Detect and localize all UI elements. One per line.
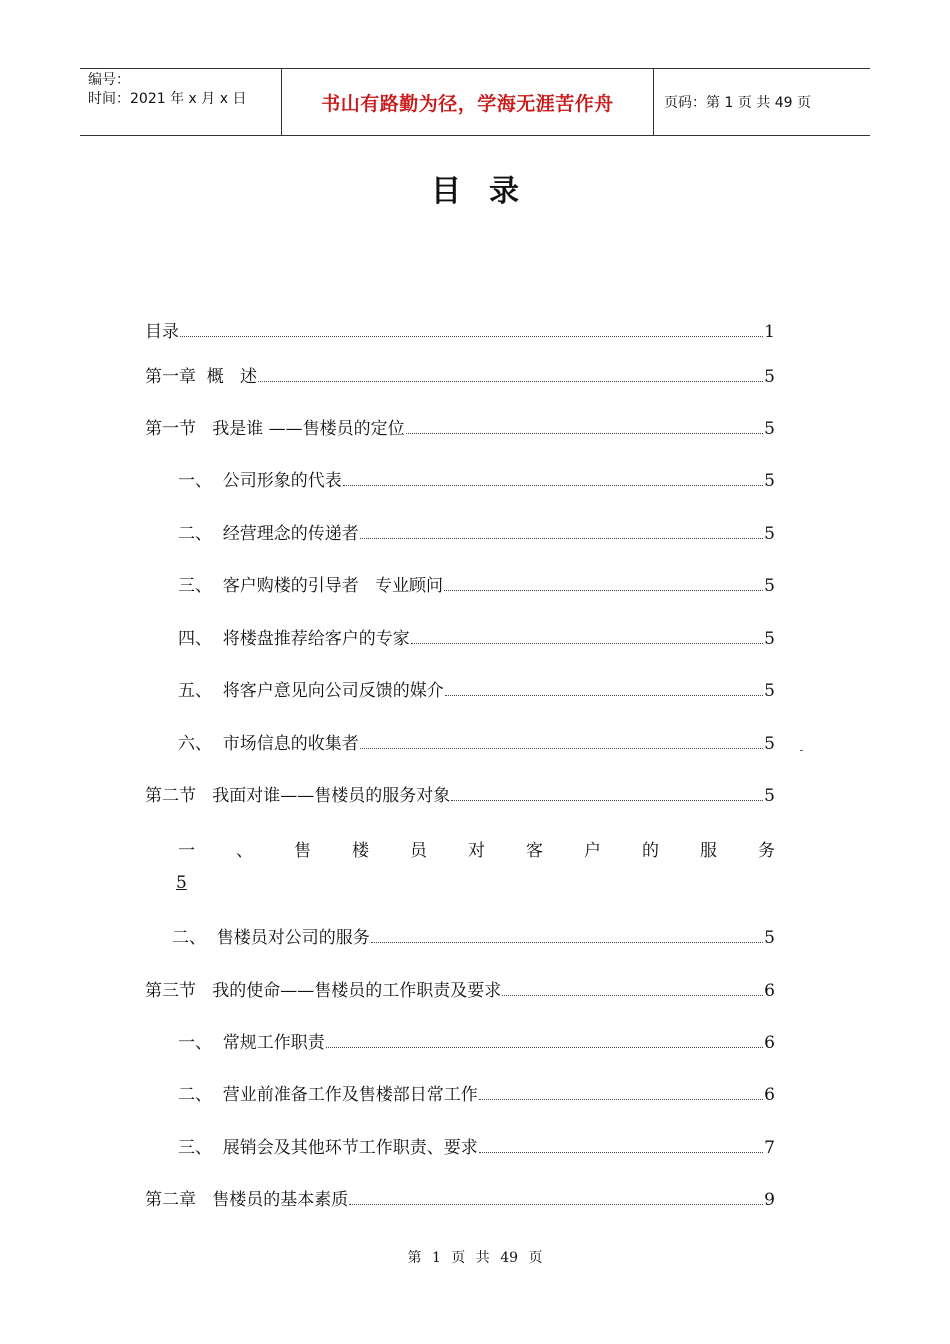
toc-entry[interactable] <box>178 1134 775 1158</box>
toc-leader <box>258 380 763 382</box>
document-header <box>80 68 870 136</box>
toc-entry-page: 5 <box>764 367 775 387</box>
toc-entry-page: 6 <box>764 1085 775 1105</box>
toc-leader <box>406 432 764 434</box>
toc-leader <box>349 1203 763 1205</box>
toc-entry-page: 7 <box>764 1138 775 1158</box>
toc-justified-char: 楼 <box>352 841 369 861</box>
toc-entry-page: 1 <box>764 322 775 342</box>
toc-entry[interactable] <box>178 677 775 701</box>
toc-entry-number: 第二章 <box>145 1190 196 1210</box>
toc-entry-label: 公司形象的代表 <box>212 471 342 491</box>
stray-mark <box>800 750 803 751</box>
toc-entry[interactable] <box>178 1081 775 1105</box>
toc-entry-page: 5 <box>764 419 775 439</box>
toc-entry-label: 我是谁 ——售楼员的定位 <box>196 419 405 439</box>
toc-justified-char: 一 <box>178 841 195 861</box>
toc-entry-justified[interactable] <box>178 836 775 861</box>
toc-entry-page: 5 <box>764 524 775 544</box>
toc-entry[interactable] <box>145 415 775 439</box>
toc-entry-number: 目录 <box>145 322 179 342</box>
toc-entry-label: 我面对谁——售楼员的服务对象 <box>196 786 451 806</box>
toc-entry[interactable] <box>178 730 775 754</box>
header-number-label: 编号： <box>88 72 130 88</box>
toc-leader <box>360 537 763 539</box>
toc-justified-char: 户 <box>584 841 601 861</box>
toc-entry-page: 5 <box>764 734 775 754</box>
toc-justified-char: 对 <box>468 841 485 861</box>
toc-entry-page: 5 <box>764 576 775 596</box>
toc-entry[interactable] <box>172 924 775 948</box>
toc-entry-number: 二、 <box>178 1085 212 1105</box>
toc-entry-number: 二、 <box>172 928 206 948</box>
toc-leader <box>371 941 763 943</box>
toc-entry-label: 售楼员的基本素质 <box>196 1190 349 1210</box>
toc-entry-label: 售楼员对公司的服务 <box>206 928 370 948</box>
toc-entry[interactable] <box>178 520 775 544</box>
toc-leader <box>479 1098 763 1100</box>
toc-entry[interactable] <box>145 1186 775 1210</box>
toc-entry[interactable] <box>145 363 775 387</box>
toc-entry-label: 营业前准备工作及售楼部日常工作 <box>212 1085 478 1105</box>
toc-entry-number: 六、 <box>178 734 212 754</box>
toc-leader <box>479 1151 763 1153</box>
toc-justified-char: 员 <box>410 841 427 861</box>
toc-entry-label: 展销会及其他环节工作职责、要求 <box>212 1138 478 1158</box>
toc-justified-char: 售 <box>294 841 311 861</box>
toc-entry-number: 二、 <box>178 524 212 544</box>
toc-entry[interactable] <box>178 1029 775 1053</box>
toc-leader <box>343 484 763 486</box>
toc-leader <box>326 1046 763 1048</box>
toc-justified-char: 务 <box>758 841 775 861</box>
toc-entry-label: 我的使命——售楼员的工作职责及要求 <box>196 981 502 1001</box>
toc-justified-char: 、 <box>236 841 253 861</box>
toc-leader <box>502 994 763 996</box>
toc-entry-label: 客户购楼的引导者 专业顾问 <box>212 576 444 596</box>
toc-entry-label: 将客户意见向公司反馈的媒介 <box>212 681 444 701</box>
toc-justified-char: 客 <box>526 841 543 861</box>
toc-entry[interactable] <box>145 318 775 342</box>
toc-entry-number: 第一章 <box>145 367 196 387</box>
header-meta <box>80 69 282 135</box>
toc-entry-number: 三、 <box>178 1138 212 1158</box>
toc-entry-page: 5 <box>764 681 775 701</box>
toc-entry-label: 常规工作职责 <box>212 1033 325 1053</box>
toc-entry-number: 一、 <box>178 471 212 491</box>
toc-justified-char: 的 <box>642 841 659 861</box>
toc-entry[interactable] <box>145 977 775 1001</box>
toc-entry[interactable] <box>178 572 775 596</box>
toc-entry-page[interactable]: 5 <box>176 873 187 893</box>
toc-leader <box>411 642 763 644</box>
toc-entry-label: 市场信息的收集者 <box>212 734 359 754</box>
toc-entry-page: 5 <box>764 471 775 491</box>
toc-entry-page: 5 <box>764 928 775 948</box>
toc-leader <box>445 694 763 696</box>
header-motto: 书山有路勤为径，学海无涯苦作舟 <box>282 69 654 135</box>
toc-entry-page: 5 <box>764 629 775 649</box>
toc-entry[interactable] <box>178 467 775 491</box>
toc-entry-number: 四、 <box>178 629 212 649</box>
toc-entry-page: 6 <box>764 1033 775 1053</box>
toc-entry[interactable] <box>178 625 775 649</box>
toc-entry[interactable] <box>145 782 775 806</box>
toc-leader <box>451 799 763 801</box>
header-page-info: 页码：第 1 页 共 49 页 <box>664 95 811 111</box>
toc-entry-number: 第三节 <box>145 981 196 1001</box>
page-footer: 第 1 页 共 49 页 <box>407 1250 543 1266</box>
toc-leader <box>444 589 763 591</box>
toc-entry-number: 一、 <box>178 1033 212 1053</box>
toc-leader <box>360 747 763 749</box>
toc-entry-page: 5 <box>764 786 775 806</box>
toc-entry-label: 概 述 <box>196 367 258 387</box>
toc-entry-number: 三、 <box>178 576 212 596</box>
toc-entry-page: 9 <box>764 1190 775 1210</box>
toc-entry-label: 经营理念的传递者 <box>212 524 359 544</box>
page-title: 目录 <box>431 174 547 209</box>
header-time-label: 时间：2021 年 x 月 x 日 <box>88 91 247 107</box>
toc-leader <box>180 335 763 337</box>
toc-entry-number: 第二节 <box>145 786 196 806</box>
toc-entry-number: 五、 <box>178 681 212 701</box>
toc-entry-label: 将楼盘推荐给客户的专家 <box>212 629 410 649</box>
toc-entry-page: 6 <box>764 981 775 1001</box>
toc-entry-number: 第一节 <box>145 419 196 439</box>
toc-justified-char: 服 <box>700 841 717 861</box>
